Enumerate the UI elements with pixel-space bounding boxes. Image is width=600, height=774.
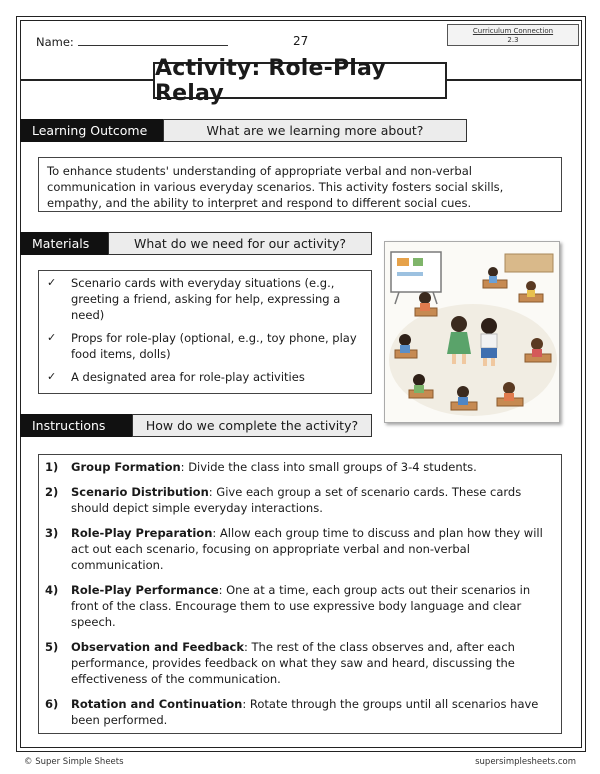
step-text: : Divide the class into small groups of 3-4 students. xyxy=(180,460,477,474)
step-title: Rotation and Continuation xyxy=(71,697,243,711)
step-number: 2) xyxy=(45,485,59,499)
materials-box xyxy=(38,270,372,394)
footer-copyright: © Super Simple Sheets xyxy=(24,757,124,767)
curriculum-connection-code: 2.3 xyxy=(507,36,519,44)
classroom-illustration xyxy=(384,241,560,423)
step-text: : Rotate through the groups until all scenarios have been performed. xyxy=(71,697,539,727)
step-number: 5) xyxy=(45,640,59,654)
list-item: ✓ Props for role-play (optional, e.g., toy phone, play food items, dolls) xyxy=(47,331,357,361)
instructions-list xyxy=(39,455,561,728)
instructions-question: How do we complete the activity? xyxy=(132,414,372,437)
step-text: : Allow each group time to discuss and plan how they will act out each scenario, focusing on appropriate verbal and non-verbal communication. xyxy=(71,526,543,572)
name-field[interactable] xyxy=(36,35,228,49)
learning-outcome-label: Learning Outcome xyxy=(20,119,163,142)
name-blank-line[interactable] xyxy=(78,35,228,46)
step-number: 3) xyxy=(45,526,59,540)
list-item: ✓ Scenario cards with everyday situations (e.g., greeting a friend, asking for help, expressing a need) xyxy=(47,276,341,322)
step-text: : Give each group a set of scenario cards. These cards should depict simple everyday interactions. xyxy=(71,485,522,515)
instructions-label: Instructions xyxy=(20,414,132,437)
step-title: Role-Play Performance xyxy=(71,583,219,597)
list-item xyxy=(45,525,551,573)
page-title: Activity: Role-Play Relay xyxy=(153,62,447,99)
step-number: 6) xyxy=(45,697,59,711)
step-title: Scenario Distribution xyxy=(71,485,209,499)
name-label: Name: xyxy=(36,35,74,49)
check-icon: ✓ xyxy=(47,370,57,383)
step-title: Group Formation xyxy=(71,460,181,474)
curriculum-connection-title: Curriculum Connection xyxy=(472,27,554,35)
curriculum-connection-box xyxy=(447,24,579,46)
step-text: : One at a time, each group acts out their scenarios in front of the class. Encourage them to use expressive body language and clear speech. xyxy=(71,583,531,629)
learning-outcome-question: What are we learning more about? xyxy=(163,119,467,142)
list-item xyxy=(45,696,551,728)
check-icon: ✓ xyxy=(47,331,57,344)
list-item xyxy=(45,582,551,630)
step-title: Role-Play Preparation xyxy=(71,526,213,540)
classroom-illustration-svg xyxy=(385,242,560,423)
step-text: : The rest of the class observes and, after each performance, provides feedback on what they saw and heard, discussing the effectiveness of the communication. xyxy=(71,640,515,686)
list-item xyxy=(45,459,551,475)
page-number: 27 xyxy=(293,34,309,48)
materials-question: What do we need for our activity? xyxy=(108,232,372,255)
step-title: Observation and Feedback xyxy=(71,640,244,654)
list-item xyxy=(45,484,551,516)
learning-outcome-text: To enhance students' understanding of appropriate verbal and non-verbal communication in various everyday scenarios. This activity fosters social skills, empathy, and the ability to interpret and respond to different social cues. xyxy=(47,164,504,210)
materials-label: Materials xyxy=(20,232,108,255)
materials-list xyxy=(39,271,371,385)
list-item xyxy=(45,639,551,687)
step-number: 4) xyxy=(45,583,59,597)
footer-website-link[interactable]: supersimplesheets.com xyxy=(475,757,576,767)
list-item: ✓ A designated area for role-play activities xyxy=(47,370,305,384)
learning-outcome-box xyxy=(38,157,562,212)
instructions-box xyxy=(38,454,562,734)
step-number: 1) xyxy=(45,460,59,474)
check-icon: ✓ xyxy=(47,276,57,289)
